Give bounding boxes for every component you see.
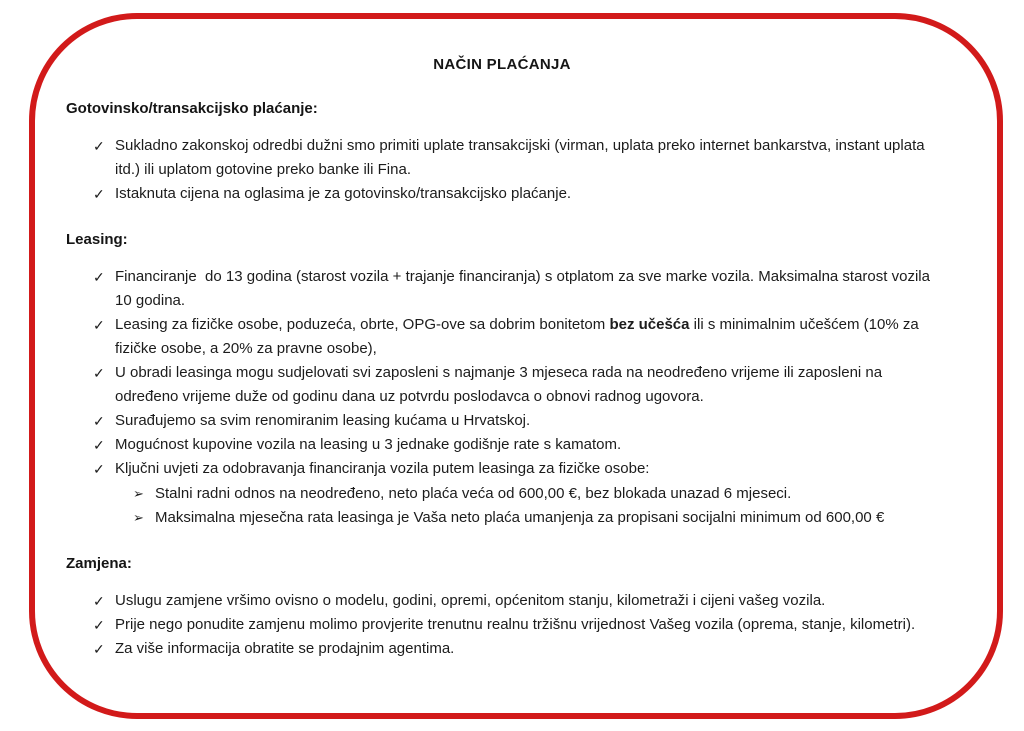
bullet-row [66, 409, 938, 433]
bullet-text [115, 361, 938, 409]
section-heading: Gotovinsko/transakcijsko plaćanje: [66, 100, 318, 117]
bullet-row [66, 265, 938, 313]
arrow-icon: ➢ [133, 510, 144, 525]
sub-bullet-text [155, 482, 938, 506]
text-segment: Leasing za fizičke osobe, poduzeća, obrte, OPG-ove sa dobrim bonitetom [115, 316, 610, 333]
sections [66, 99, 938, 661]
text-segment: Istaknuta cijena na oglasima je za gotovinsko/transakcijsko plaćanje. [115, 185, 572, 202]
bullet-item [66, 457, 938, 530]
check-icon: ✓ [93, 365, 105, 381]
bullet-text [115, 313, 938, 361]
check-icon: ✓ [93, 593, 105, 609]
bullet-text [115, 433, 938, 457]
sub-bullet-row [66, 506, 938, 530]
bullet-item [66, 637, 938, 661]
bullet-text [115, 409, 938, 433]
bullet-text [115, 134, 938, 182]
bullet-item [66, 409, 938, 433]
text-segment: Mogućnost kupovine vozila na leasing u 3 jednake godišnje rate s kamatom. [115, 436, 622, 453]
bullet-item [66, 433, 938, 457]
bullet-text [115, 613, 938, 637]
bullet-item [66, 182, 938, 206]
bullet-text [115, 182, 938, 206]
text-segment: Uslugu zamjene vršimo ovisno o modelu, godini, opremi, općenitom stanju, kilometraži i cijeni vašeg vozila. [115, 592, 826, 609]
check-icon: ✓ [93, 641, 105, 657]
bullet-item [66, 361, 938, 409]
section [66, 99, 938, 206]
sub-bullet-item [66, 506, 938, 530]
text-segment: bez učešća [609, 316, 690, 333]
section [66, 230, 938, 530]
text-segment: Stalni radni odnos na neodređeno, neto plaća veća od 600,00 €, bez blokada unazad 6 mjeseci. [155, 485, 792, 502]
text-segment: Maksimalna mjesečna rata leasinga je Vaša neto plaća umanjenja za propisani socijalni minimum od 600,00 € [155, 509, 885, 526]
arrow-icon: ➢ [133, 486, 144, 501]
bullet-text [115, 637, 938, 661]
sub-bullet-item [66, 482, 938, 506]
sub-bullet-list [66, 482, 938, 530]
bullet-list [66, 265, 938, 530]
text-segment: Za više informacija obratite se prodajnim agentima. [115, 640, 455, 657]
bullet-item [66, 134, 938, 182]
text-segment: Sukladno zakonskoj odredbi dužni smo primiti uplate transakcijski (virman, uplata preko internet bankarstva, instant uplata itd.) ili uplatom gotovine preko banke ili Fina. [115, 137, 929, 178]
bullet-list [66, 134, 938, 206]
bullet-item [66, 589, 938, 613]
text-segment: Financiranje do 13 godina (starost vozila + trajanje financiranja) s otplatom za sve marke vozila. Maksimalna starost vozila 10 godina. [115, 268, 935, 309]
text-segment: U obradi leasinga mogu sudjelovati svi zaposleni s najmanje 3 mjeseca rada na neodređeno vrijeme ili zaposleni na određeno vrijeme duže od godinu dana uz potvrdu poslodavca o obnovi radnog ugovora. [115, 364, 887, 405]
bullet-row [66, 457, 938, 481]
bullet-row [66, 182, 938, 206]
bullet-row [66, 637, 938, 661]
bullet-row [66, 313, 938, 361]
bullet-list [66, 589, 938, 661]
bullet-row [66, 433, 938, 457]
bullet-row [66, 613, 938, 637]
text-segment: ili s minimalnim učešćem (10% za fizičke osobe, a 20% za pravne osobe), [115, 316, 923, 357]
sub-bullet-text [155, 506, 938, 530]
check-icon: ✓ [93, 437, 105, 453]
check-icon: ✓ [93, 317, 105, 333]
check-icon: ✓ [93, 617, 105, 633]
document-page [66, 55, 938, 661]
page-title: NAČIN PLAĆANJA [433, 56, 571, 73]
sub-bullet-row [66, 482, 938, 506]
bullet-text [115, 265, 938, 313]
bullet-row [66, 361, 938, 409]
check-icon: ✓ [93, 138, 105, 154]
bullet-row [66, 134, 938, 182]
bullet-row [66, 589, 938, 613]
bullet-item [66, 613, 938, 637]
check-icon: ✓ [93, 269, 105, 285]
section-heading: Leasing: [66, 231, 128, 248]
bullet-text [115, 589, 938, 613]
bullet-text [115, 457, 938, 481]
check-icon: ✓ [93, 413, 105, 429]
check-icon: ✓ [93, 461, 105, 477]
bullet-item [66, 313, 938, 361]
text-segment: Prije nego ponudite zamjenu molimo provjerite trenutnu realnu tržišnu vrijednost Vašeg vozila (oprema, stanje, kilometri). [115, 616, 916, 633]
text-segment: Ključni uvjeti za odobravanja financiranja vozila putem leasinga za fizičke osobe: [115, 460, 650, 477]
check-icon: ✓ [93, 186, 105, 202]
section-heading: Zamjena: [66, 555, 132, 572]
section [66, 554, 938, 661]
bullet-item [66, 265, 938, 313]
text-segment: Surađujemo sa svim renomiranim leasing kućama u Hrvatskoj. [115, 412, 531, 429]
